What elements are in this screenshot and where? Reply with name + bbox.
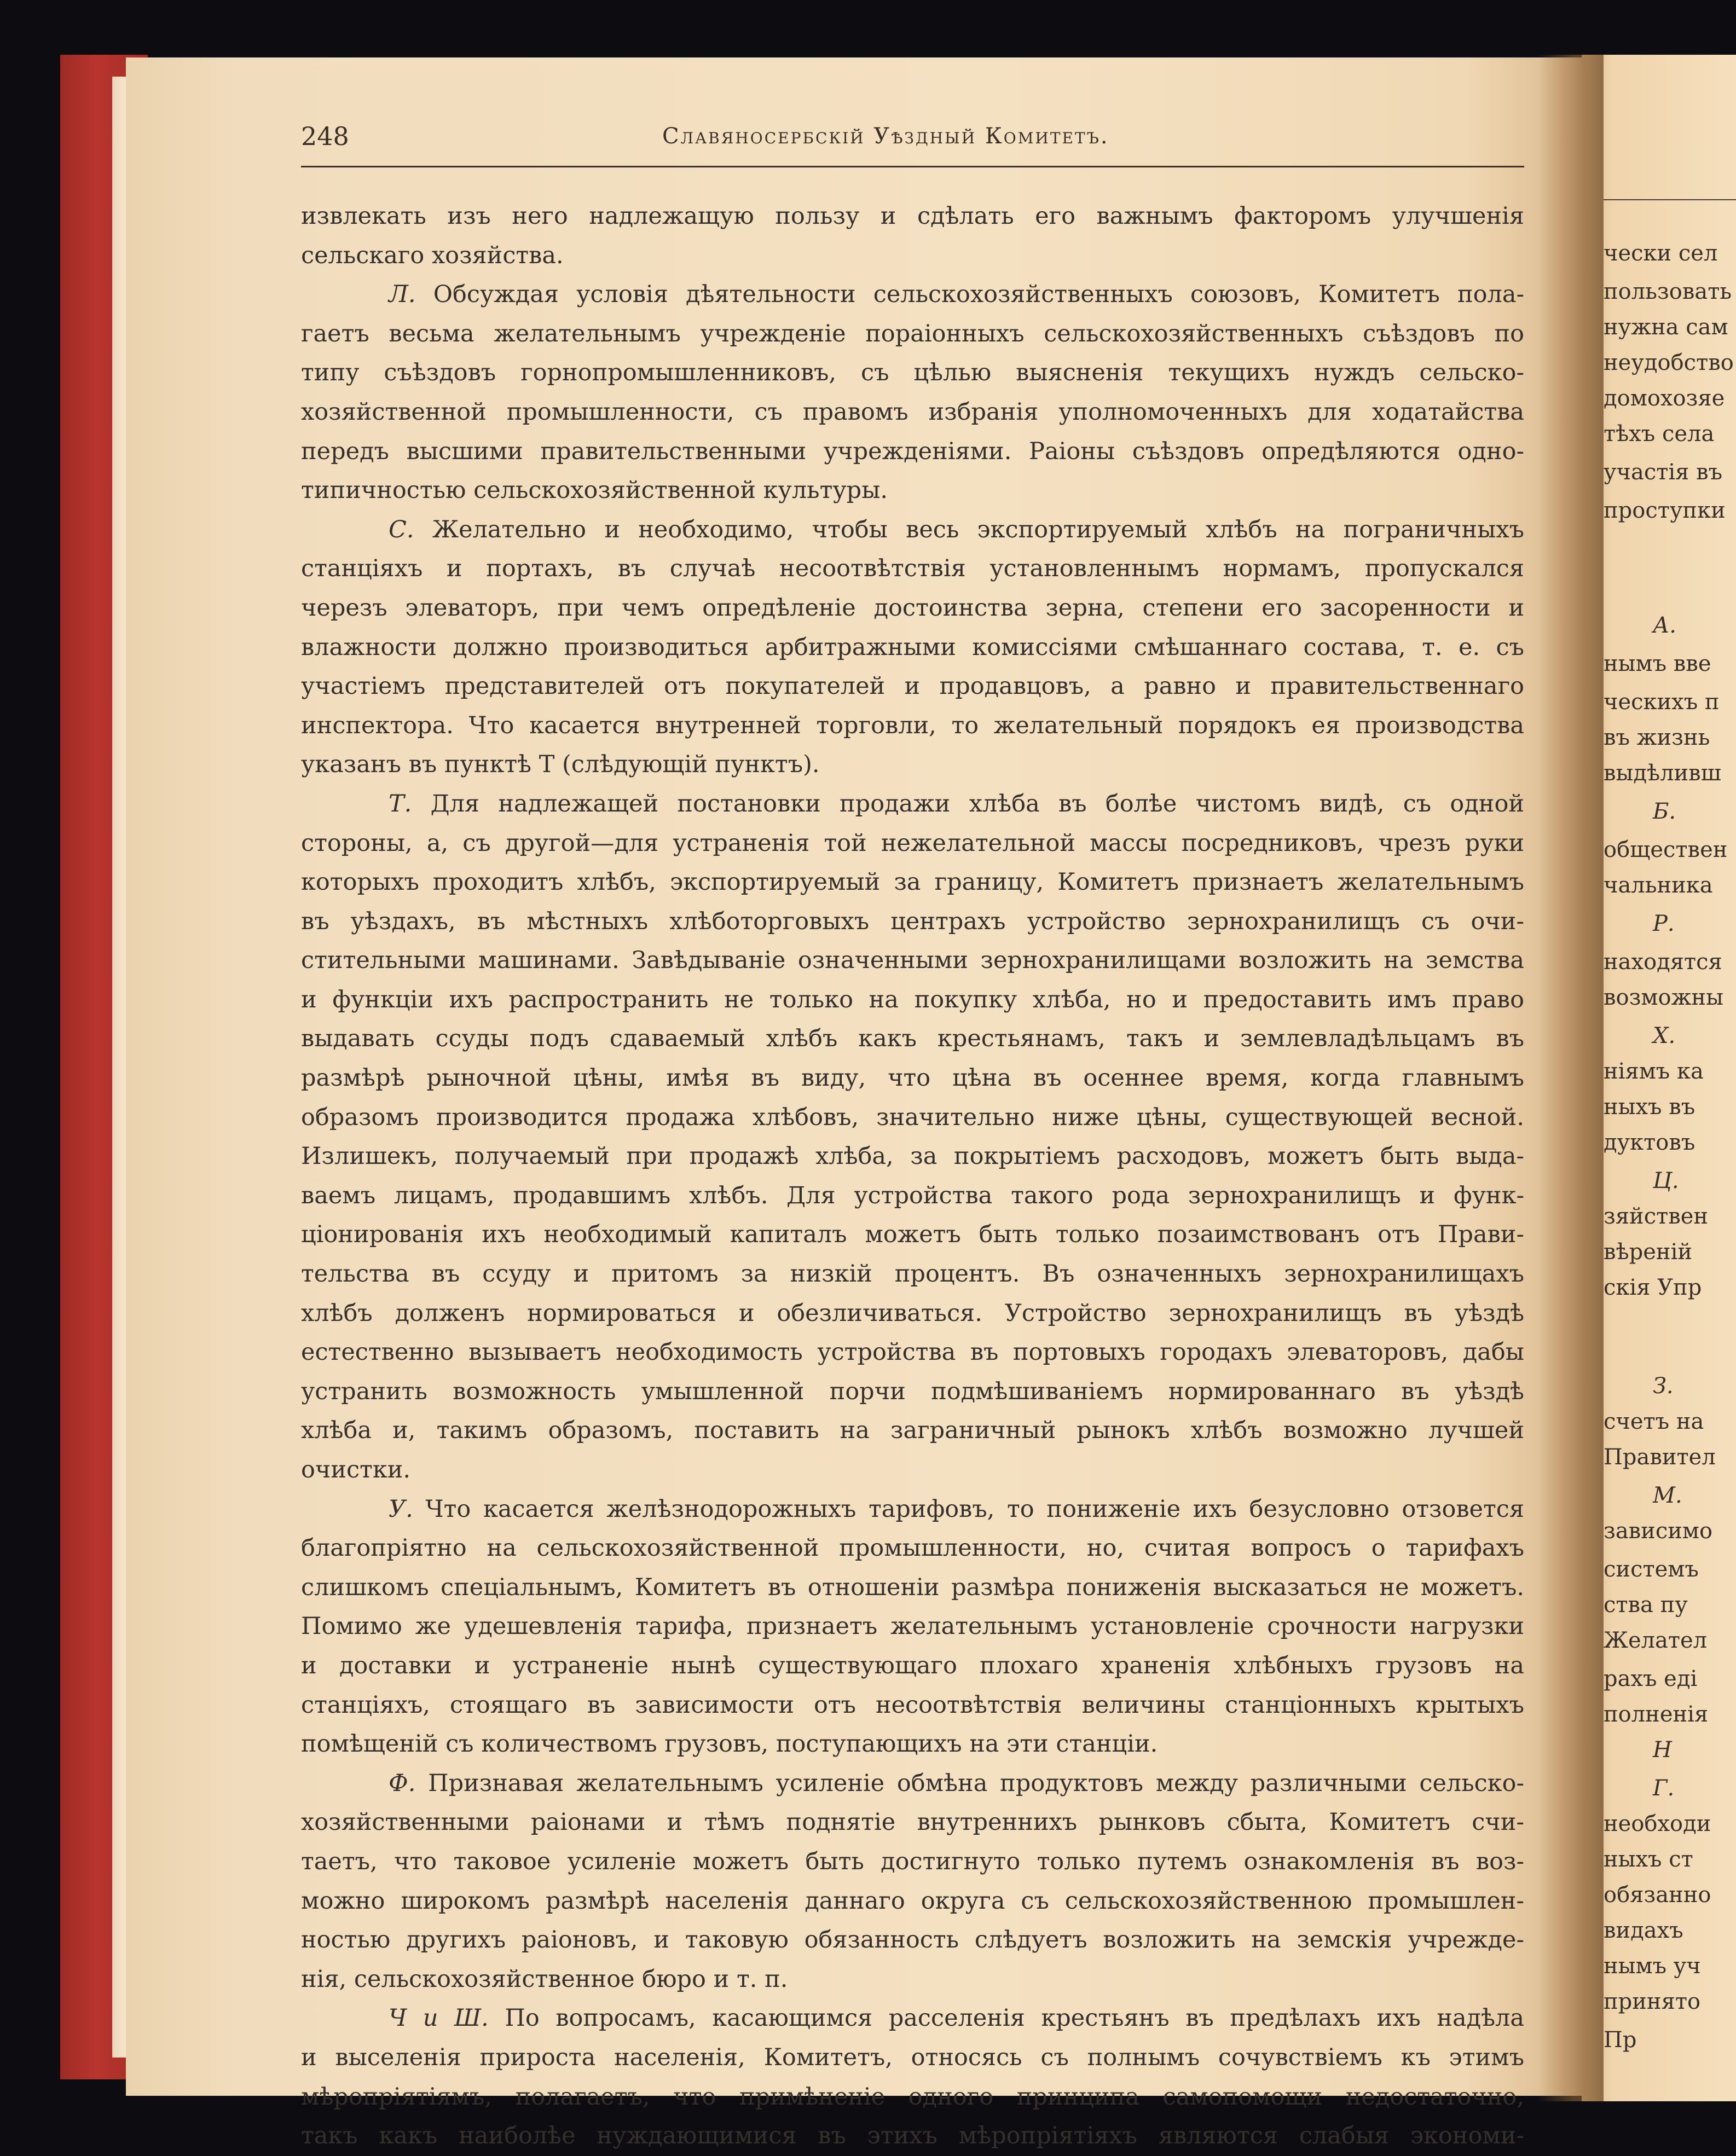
line-text: Помимо же удешевленія тарифа, признаетъ желательнымъ установленіе срочности нагрузки xyxy=(301,1613,1524,1641)
text-line xyxy=(301,1921,1524,1960)
text-line xyxy=(301,1960,1524,1999)
line-text: гаетъ весьма желательнымъ учрежденіе пораіонныхъ сельскохозяйственныхъ съѣздовъ по xyxy=(301,320,1524,347)
line-text: Желательно и необходимо, чтобы весь экспортируемый хлѣбъ на пограничныхъ xyxy=(432,515,1524,543)
line-text: можно широкомъ размѣрѣ населенія даннаго округа съ сельскохозяйственною промышлен- xyxy=(301,1887,1524,1915)
right-page-fragment: тѣхъ села xyxy=(1604,421,1715,447)
text-line xyxy=(301,1294,1524,1334)
right-page-fragment: нымъ уч xyxy=(1604,1954,1701,1979)
text-line xyxy=(301,1451,1524,1490)
text-line xyxy=(301,667,1524,706)
right-page-fragment: домохозяе xyxy=(1604,386,1725,411)
text-line xyxy=(301,197,1524,236)
right-page-fragment: видахъ xyxy=(1604,1918,1683,1943)
line-text: По вопросамъ, касающимся расселенія крестьянъ въ предѣлахъ ихъ надѣла xyxy=(505,2004,1524,2032)
right-page-fragment: полненія xyxy=(1604,1702,1709,1727)
text-line xyxy=(301,275,1524,315)
right-page-fragment: Пр xyxy=(1604,2027,1637,2053)
section-marker: Ч и Ш. xyxy=(389,2004,489,2032)
line-text: Что касается желѣзнодорожныхъ тарифовъ, то пониженіе ихъ безусловно отзовется xyxy=(425,1495,1524,1523)
right-page-section-marker: Р. xyxy=(1653,911,1675,936)
line-text: нія, сельскохозяйственное бюро и т. п. xyxy=(301,1965,788,1993)
right-page-fragment: необходи xyxy=(1604,1811,1711,1836)
paragraph xyxy=(301,1490,1524,1764)
right-page-section-marker: М. xyxy=(1653,1483,1682,1508)
text-line xyxy=(301,1411,1524,1451)
book-gutter-shadow xyxy=(1538,55,1604,2101)
right-page-section-marker: Г. xyxy=(1653,1776,1675,1801)
right-page-fragment: ныхъ ст xyxy=(1604,1847,1693,1872)
line-text: и функціи ихъ распространить не только на покупку хлѣба, но и предоставить имъ право xyxy=(301,986,1524,1013)
right-page-section-marker: Б. xyxy=(1653,799,1676,824)
right-page-fragment: системъ xyxy=(1604,1557,1699,1582)
line-text: въ уѣздахъ, въ мѣстныхъ хлѣботорговыхъ центрахъ устройство зернохранилищъ съ очи- xyxy=(301,907,1524,935)
text-line xyxy=(301,1372,1524,1412)
right-page-fragment: ныхъ въ xyxy=(1604,1094,1696,1120)
text-line xyxy=(301,1607,1524,1647)
line-text: слишкомъ спеціальнымъ, Комитетъ въ отношеніи размѣра пониженія высказаться не можетъ. xyxy=(301,1573,1524,1601)
paragraph xyxy=(301,511,1524,785)
paragraph xyxy=(301,197,1524,275)
right-page-fragment: Желател xyxy=(1604,1628,1708,1653)
line-text: устранить возможность умышленной порчи подмѣшиваніемъ нормированнаго въ уѣздѣ xyxy=(301,1377,1524,1405)
line-text: Признавая желательнымъ усиленіе обмѣна продуктовъ между различными сельско- xyxy=(428,1769,1524,1797)
right-page-section-marker: З. xyxy=(1653,1373,1674,1399)
text-line xyxy=(301,824,1524,863)
text-line xyxy=(301,1176,1524,1216)
right-page-fragment: рахъ еді xyxy=(1604,1666,1698,1691)
line-text: участіемъ представителей отъ покупателей и продавцовъ, а равно и правительственнаго xyxy=(301,673,1524,700)
line-text: такъ какъ наиболѣе нуждающимися въ этихъ мѣропріятіяхъ являются слабыя экономи- xyxy=(301,2122,1524,2150)
right-page-fragment: Правител xyxy=(1604,1445,1716,1470)
paragraph xyxy=(301,1764,1524,1999)
line-text: которыхъ проходитъ хлѣбъ, экспортируемый за границу, Комитетъ признаетъ желательнымъ xyxy=(301,868,1524,896)
text-line xyxy=(301,1215,1524,1255)
text-line xyxy=(301,1098,1524,1138)
text-line xyxy=(301,1647,1524,1686)
line-text: Излишекъ, получаемый при продажѣ хлѣба, за покрытіемъ расходовъ, можетъ быть выда- xyxy=(301,1143,1524,1170)
text-line xyxy=(301,315,1524,354)
right-page-section-marker: А. xyxy=(1653,613,1677,638)
text-line xyxy=(301,1529,1524,1568)
text-line xyxy=(301,353,1524,393)
text-line xyxy=(301,706,1524,746)
right-page-fragment: выдѣливш xyxy=(1604,761,1721,786)
text-line xyxy=(301,785,1524,824)
line-text: выдавать ссуды подъ сдаваемый хлѣбъ какъ крестьянамъ, такъ и землевладѣльцамъ въ xyxy=(301,1025,1524,1053)
body-text xyxy=(301,197,1524,2156)
right-page-fragment: чески сел xyxy=(1604,241,1718,266)
line-text: размѣрѣ рыночной цѣны, имѣя въ виду, что цѣна въ осеннее время, когда главнымъ xyxy=(301,1064,1524,1092)
line-text: извлекать изъ него надлежащую пользу и сдѣлать его важнымъ факторомъ улучшенія xyxy=(301,202,1524,230)
line-text: тельства въ ссуду и притомъ за низкій процентъ. Въ означенныхъ зернохранилищахъ xyxy=(301,1260,1524,1288)
right-page-fragment: обществен xyxy=(1604,837,1728,862)
right-page-fragment: ства пу xyxy=(1604,1592,1688,1618)
text-line xyxy=(301,745,1524,785)
right-page-fragment: счетъ на xyxy=(1604,1409,1704,1434)
line-text: типичностью сельскохозяйственной культуры. xyxy=(301,477,888,505)
text-line xyxy=(301,549,1524,589)
line-text: передъ высшими правительственными учрежденіями. Раіоны съѣздовъ опредѣляются одно- xyxy=(301,437,1524,465)
right-page-fragment: въ жизнь xyxy=(1604,725,1710,750)
text-line xyxy=(301,902,1524,942)
right-page-fragment: проступки xyxy=(1604,498,1726,523)
line-text: стительными машинами. Завѣдываніе означенными зернохранилищами возложить на земства xyxy=(301,947,1524,975)
text-line xyxy=(301,2038,1524,2078)
line-text: помѣщеній съ количествомъ грузовъ, поступающихъ на эти станціи. xyxy=(301,1730,1158,1758)
text-line xyxy=(301,628,1524,668)
page-number: 248 xyxy=(301,121,349,151)
text-line xyxy=(301,1686,1524,1725)
right-page-fragment: ніямъ ка xyxy=(1604,1059,1704,1084)
right-page-fragment: чальника xyxy=(1604,873,1713,898)
text-line xyxy=(301,589,1524,628)
text-line xyxy=(301,1882,1524,1921)
text-line xyxy=(301,2078,1524,2117)
section-marker: С. xyxy=(389,515,414,543)
right-page-fragment: дуктовъ xyxy=(1604,1130,1696,1155)
line-text: благопріятно на сельскохозяйственной промышленности, но, считая вопросъ о тарифахъ xyxy=(301,1534,1524,1562)
text-line xyxy=(301,1333,1524,1372)
paragraph xyxy=(301,785,1524,1490)
line-text: ностью другихъ раіоновъ, и таковую обязанность слѣдуетъ возложить на земскія учрежде- xyxy=(301,1926,1524,1954)
right-page-fragment: нымъ вве xyxy=(1604,651,1711,676)
right-page-fragment: пользовать xyxy=(1604,279,1732,304)
text-line xyxy=(301,236,1524,276)
right-page-section-marker: Х. xyxy=(1653,1023,1676,1048)
right-page-fragment: обязанно xyxy=(1604,1882,1711,1908)
text-line xyxy=(301,1999,1524,2038)
text-line xyxy=(301,1137,1524,1176)
right-page-fragment: ческихъ п xyxy=(1604,689,1720,715)
text-line xyxy=(301,863,1524,902)
right-page-fragment: вѣреній xyxy=(1604,1239,1693,1265)
page-header xyxy=(301,121,1524,154)
line-text: типу съѣздовъ горнопромышленниковъ, съ цѣлью выясненія текущихъ нуждъ сельско- xyxy=(301,359,1524,387)
line-text: указанъ въ пунктѣ Т (слѣдующій пунктъ). xyxy=(301,751,820,779)
paragraph xyxy=(301,1999,1524,2155)
text-line xyxy=(301,511,1524,550)
line-text: черезъ элеваторъ, при чемъ опредѣленіе достоинства зерна, степени его засоренности и xyxy=(301,594,1524,622)
line-text: хозяйственной промышленности, съ правомъ избранія уполномоченныхъ для ходатайства xyxy=(301,398,1524,426)
text-line xyxy=(301,1803,1524,1842)
right-page-fragment: скія Упр xyxy=(1604,1275,1702,1300)
text-line xyxy=(301,1255,1524,1294)
right-page-fragment: неудобство xyxy=(1604,350,1734,375)
line-text: ціонированія ихъ необходимый капиталъ можетъ быть только позаимствованъ отъ Прави- xyxy=(301,1221,1524,1249)
running-title: Славяносербскій Уѣздный Комитетъ. xyxy=(662,124,1109,149)
right-page-fragment: находятся xyxy=(1604,949,1722,975)
right-page-fragment: возможны xyxy=(1604,985,1723,1010)
line-text: образомъ производится продажа хлѣбовъ, значительно ниже цѣны, существующей весной. xyxy=(301,1103,1524,1131)
line-text: хлѣбъ долженъ нормироваться и обезличиваться. Устройство зернохранилищъ въ уѣздѣ xyxy=(301,1299,1524,1327)
line-text: станціяхъ, стоящаго въ зависимости отъ несоотвѣтствія величины станціонныхъ крытыхъ xyxy=(301,1691,1524,1719)
paragraph xyxy=(301,275,1524,511)
right-page-fragment: нужна сам xyxy=(1604,315,1728,340)
line-text: таетъ, что таковое усиленіе можетъ быть достигнуто только путемъ ознакомленія въ воз- xyxy=(301,1847,1524,1875)
section-marker: Л. xyxy=(389,281,416,309)
line-text: станціяхъ и портахъ, въ случаѣ несоотвѣтствія установленнымъ нормамъ, пропускался xyxy=(301,555,1524,583)
text-line xyxy=(301,941,1524,981)
line-text: Обсуждая условія дѣятельности сельскохозяйственныхъ союзовъ, Комитетъ пола- xyxy=(433,281,1524,309)
text-line xyxy=(301,1568,1524,1608)
line-text: хлѣба и, такимъ образомъ, поставить на заграничный рынокъ хлѣбъ возможно лучшей xyxy=(301,1417,1524,1445)
text-line xyxy=(301,1842,1524,1882)
line-text: стороны, а, съ другой—для устраненія той нежелательной массы посредниковъ, чрезъ руки xyxy=(301,829,1524,857)
text-line xyxy=(301,1764,1524,1804)
line-text: влажности должно производиться арбитражными комиссіями смѣшаннаго состава, т. е. съ xyxy=(301,633,1524,661)
section-marker: У. xyxy=(389,1495,413,1523)
right-page-section-marker: Н xyxy=(1653,1737,1672,1763)
text-line xyxy=(301,1019,1524,1059)
right-page-fragment: зяйствен xyxy=(1604,1204,1709,1229)
right-page-header-rule xyxy=(1604,199,1736,200)
line-text: очистки. xyxy=(301,1456,411,1483)
text-line xyxy=(301,432,1524,472)
text-line xyxy=(301,393,1524,432)
line-text: естественно вызываетъ необходимость устройства въ портовыхъ городахъ элеваторовъ, дабы xyxy=(301,1338,1524,1366)
line-text: Для надлежащей постановки продажи хлѣба въ болѣе чистомъ видѣ, съ одной xyxy=(430,790,1524,818)
text-line xyxy=(301,471,1524,511)
header-rule xyxy=(301,166,1524,167)
line-text: ваемъ лицамъ, продавшимъ хлѣбъ. Для устройства такого рода зернохранилищъ и функ- xyxy=(301,1181,1524,1209)
right-page-fragment: принято xyxy=(1604,1989,1701,2014)
right-page-section-marker: Ц. xyxy=(1653,1168,1679,1193)
line-text: сельскаго хозяйства. xyxy=(301,241,564,269)
line-text: и выселенія прироста населенія, Комитетъ, относясь съ полнымъ сочувствіемъ къ этимъ xyxy=(301,2043,1524,2071)
line-text: инспектора. Что касается внутренней торговли, то желательный порядокъ ея производства xyxy=(301,711,1524,739)
text-line xyxy=(301,1490,1524,1529)
line-text: и доставки и устраненіе нынѣ существующаго плохаго храненія хлѣбныхъ грузовъ на xyxy=(301,1651,1524,1679)
section-marker: Ф. xyxy=(389,1769,416,1797)
line-text: мѣропріятіямъ, полагаетъ, что примѣненіе одного принципа самопомощи недостаточно, xyxy=(301,2083,1524,2111)
line-text: хозяйственными раіонами и тѣмъ поднятіе внутреннихъ рынковъ сбыта, Комитетъ счи- xyxy=(301,1809,1524,1836)
right-page xyxy=(1582,55,1736,2101)
text-line xyxy=(301,981,1524,1020)
right-page-fragment: участія въ xyxy=(1604,460,1723,485)
text-line xyxy=(301,1059,1524,1098)
right-page-fragment: зависимо xyxy=(1604,1519,1713,1544)
section-marker: Т. xyxy=(389,790,412,818)
text-line xyxy=(301,1725,1524,1764)
